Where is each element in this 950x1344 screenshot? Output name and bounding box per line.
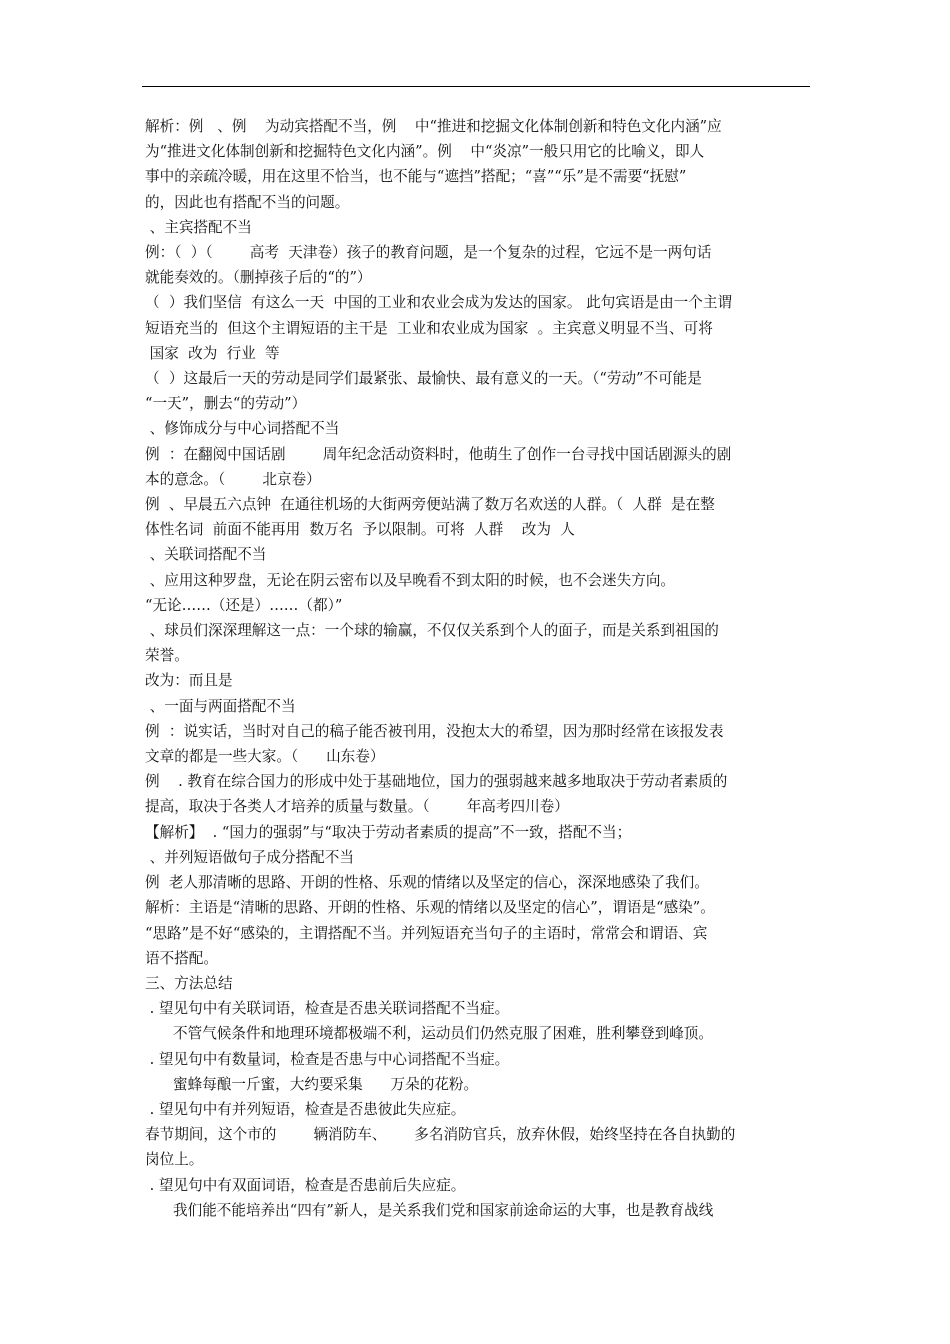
text-line: 、球员们深深理解这一点：一个球的输赢，不仅仅关系到个人的面子，而是关系到祖国的	[145, 622, 719, 640]
list-item: . 望见句中有并列短语，检查是否患彼此失应症。	[145, 1100, 466, 1118]
section-heading: 三、方法总结	[145, 974, 233, 992]
list-item: . 望见句中有关联词语，检查是否患关联词搭配不当症。	[145, 1000, 510, 1018]
header-rule	[142, 86, 810, 87]
text-line: 例 . 教育在综合国力的形成中处于基础地位，国力的强弱越来越多地取决于劳动者素质的	[145, 773, 728, 791]
text-line: 文章的都是一些大家。（ 山东卷）	[145, 748, 385, 766]
text-line: 例 、早晨五六点钟 在通往机场的大街两旁便站满了数万名欢送的人群。（ 人群 是在整	[145, 496, 715, 514]
text-line: 解析：例 、例 为动宾搭配不当，例 中“推进和挖掘文化体制创新和特色文化内涵”应	[145, 118, 722, 135]
section-heading: 、主宾搭配不当	[145, 218, 252, 236]
text-line: 例 ：在翻阅中国话剧 周年纪念活动资料时，他萌生了创作一台寻找中国话剧源头的剧	[145, 445, 732, 463]
text-line: 事中的亲疏冷暖，用在这里不恰当，也不能与“遮挡”搭配；“喜”“乐”是不需要“抚慰”	[145, 168, 687, 186]
text-line: 解析：主语是“清晰的思路、开朗的性格、乐观的情绪以及坚定的信心”，谓语是“感染”。	[145, 899, 715, 917]
text-line: 例 ：说实话，当时对自己的稿子能否被刊用，没抱太大的希望，因为那时经常在该报发表	[145, 722, 724, 740]
text-line: 的，因此也有搭配不当的问题。	[145, 193, 350, 211]
text-line: 语不搭配。	[145, 949, 218, 967]
list-item: . 望见句中有双面词语，检查是否患前后失应症。	[145, 1176, 466, 1194]
example-line: 我们能不能培养出“四有”新人，是关系我们党和国家前途命运的大事，也是教育战线	[173, 1201, 714, 1219]
example-line: 不管气候条件和地理环境都极端不利，运动员们仍然克服了困难，胜利攀登到峰顶。	[173, 1025, 713, 1043]
text-line: （ ）这最后一天的劳动是同学们最紧张、最愉快、最有意义的一天。（“劳动”不可能是	[145, 370, 702, 388]
section-heading: 、关联词搭配不当	[145, 546, 267, 564]
section-heading: 、并列短语做句子成分搭配不当	[145, 848, 354, 866]
text-line: 荣誉。	[145, 647, 189, 665]
document-body	[145, 114, 810, 1223]
text-line: 、应用这种罗盘，无论在阴云密布以及早晚看不到太阳的时候，也不会迷失方向。	[145, 571, 676, 589]
text-line: （ ）我们坚信 有这么一天 中国的工业和农业会成为发达的国家。 此句宾语是由一个主谓	[145, 294, 733, 312]
text-line: 【解析】 . “国力的强弱”与“取决于劳动者素质的提高”不一致，搭配不当；	[145, 823, 632, 841]
section-heading: 、一面与两面搭配不当	[145, 697, 296, 715]
example-line: 蜜蜂每酿一斤蜜，大约要采集 万朵的花粉。	[173, 1075, 479, 1093]
text-line: 提高，取决于各类人才培养的质量与数量。（ 年高考四川卷）	[145, 798, 569, 816]
text-line: 春节期间，这个市的 辆消防车、 多名消防官兵，放弃休假，始终坚持在各自执勤的	[145, 1126, 736, 1144]
text-line: 例：（ ）（ 高考 天津卷）孩子的教育问题，是一个复杂的过程，它远不是一两句话	[145, 244, 712, 262]
text-line: “思路”是不好“感染的，主谓搭配不当。并列短语充当句子的主语时，常常会和谓语、宾	[145, 924, 708, 942]
text-line: 岗位上。	[145, 1151, 204, 1169]
text-line: 改为：而且是	[145, 672, 233, 690]
text-line: 国家 改为 行业 等	[145, 344, 280, 362]
list-item: . 望见句中有数量词，检查是否患与中心词搭配不当症。	[145, 1050, 510, 1068]
text-line: “一天”，删去“的劳动”）	[145, 395, 307, 413]
text-line: 体性名词 前面不能再用 数万名 予以限制。可将 人群 改为 人	[145, 521, 575, 539]
text-line: 就能奏效的。（删掉孩子后的“的”）	[145, 269, 372, 287]
text-line: 为“推进文化体制创新和挖掘特色文化内涵”。例 中“炎凉”一般只用它的比喻义，即人	[145, 143, 705, 161]
text-line: 短语充当的 但这个主谓短语的主干是 工业和农业成为国家 。主宾意义明显不当、可将	[145, 319, 713, 337]
text-line: “无论……（还是）……（都）”	[145, 596, 343, 614]
text-line: 例 老人那清晰的思路、开朗的性格、乐观的情绪以及坚定的信心，深深地感染了我们。	[145, 874, 709, 892]
text-line: 本的意念。（ 北京卷）	[145, 470, 321, 488]
section-heading: 、修饰成分与中心词搭配不当	[145, 420, 340, 438]
